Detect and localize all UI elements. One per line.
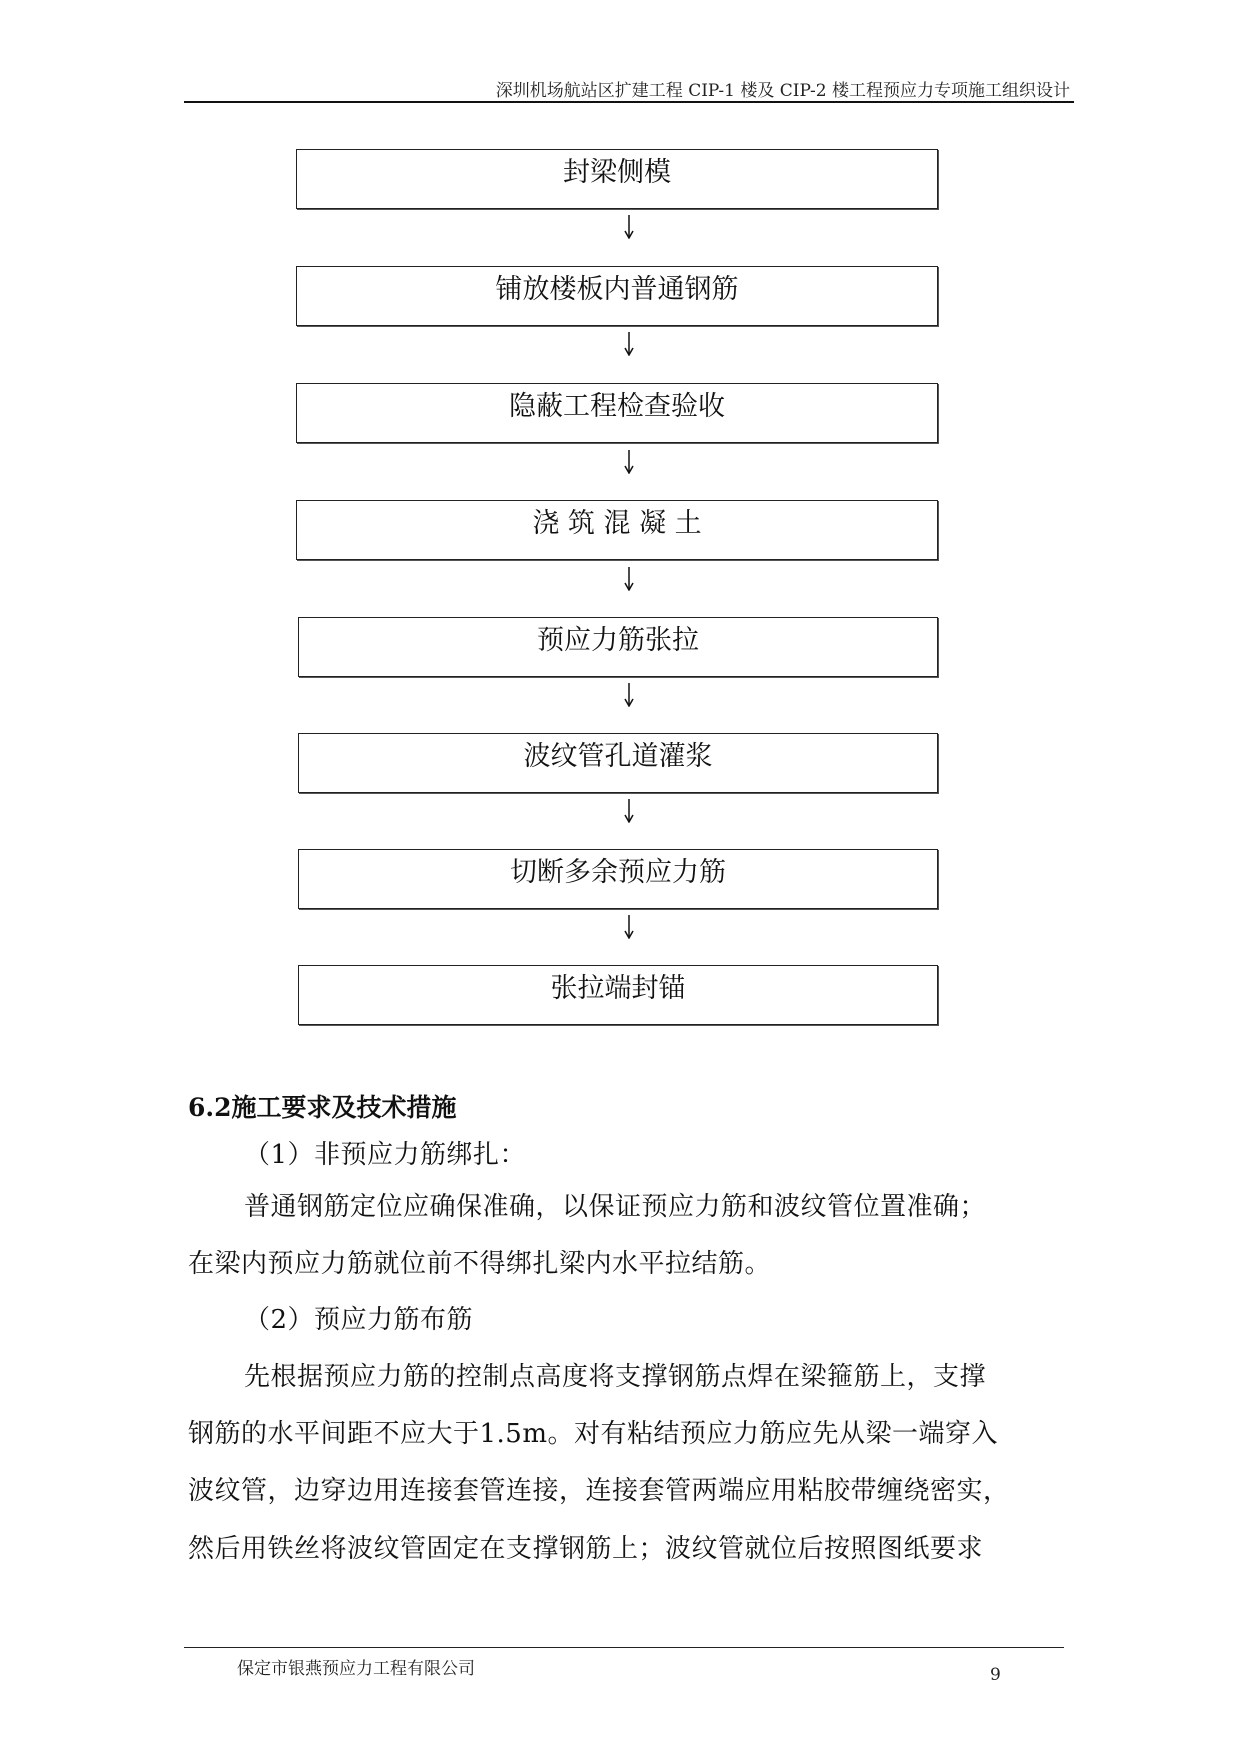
flow-arrow-4 (622, 567, 636, 591)
item2-body-line3: 波纹管，边穿边用连接套管连接，连接套管两端应用粘胶带缠绕密实， (188, 1476, 1010, 1506)
item1-body-line2: 在梁内预应力筋就位前不得绑扎梁内水平拉结筋。 (188, 1249, 772, 1279)
flow-step-duct-grouting: 波纹管孔道灌浆 (298, 733, 938, 793)
item2-body-line1: 先根据预应力筋的控制点高度将支撑钢筋点焊在梁箍筋上，支撑 (244, 1362, 987, 1392)
flow-step-pour-concrete: 浇 筑 混 凝 土 (296, 500, 938, 560)
flow-step-tension-tendons: 预应力筋张拉 (298, 617, 938, 677)
flow-step-concealed-work-inspection: 隐蔽工程检查验收 (296, 383, 938, 443)
header-divider (184, 101, 1074, 103)
flow-arrow-7 (622, 915, 636, 939)
section-heading: 6.2施工要求及技术措施 (188, 1093, 457, 1122)
flow-arrow-5 (622, 683, 636, 707)
flow-step-seal-beam-side-formwork: 封梁侧模 (296, 149, 938, 209)
flow-step-lay-slab-rebar: 铺放楼板内普通钢筋 (296, 266, 938, 326)
item1-title: （1）非预应力筋绑扎： (244, 1140, 527, 1170)
flow-arrow-2 (622, 332, 636, 356)
flow-step-anchor-end-sealing: 张拉端封锚 (298, 965, 938, 1025)
footer-company: 保定市银燕预应力工程有限公司 (237, 1659, 475, 1679)
item2-body-line4: 然后用铁丝将波纹管固定在支撑钢筋上；波纹管就位后按照图纸要求 (188, 1534, 984, 1564)
item2-body-line2: 钢筋的水平间距不应大于1.5m。对有粘结预应力筋应先从梁一端穿入 (188, 1419, 999, 1449)
flow-arrow-1 (622, 215, 636, 239)
flow-arrow-3 (622, 450, 636, 474)
flow-arrow-6 (622, 799, 636, 823)
flow-step-cut-excess-tendons: 切断多余预应力筋 (298, 849, 938, 909)
page-number: 9 (990, 1665, 1001, 1685)
item2-title: （2）预应力筋布筋 (244, 1305, 474, 1335)
item1-body-line1: 普通钢筋定位应确保准确，以保证预应力筋和波纹管位置准确； (244, 1192, 987, 1222)
footer-divider (184, 1647, 1064, 1648)
page-header-title: 深圳机场航站区扩建工程 CIP-1 楼及 CIP-2 楼工程预应力专项施工组织设计 (495, 81, 1070, 101)
